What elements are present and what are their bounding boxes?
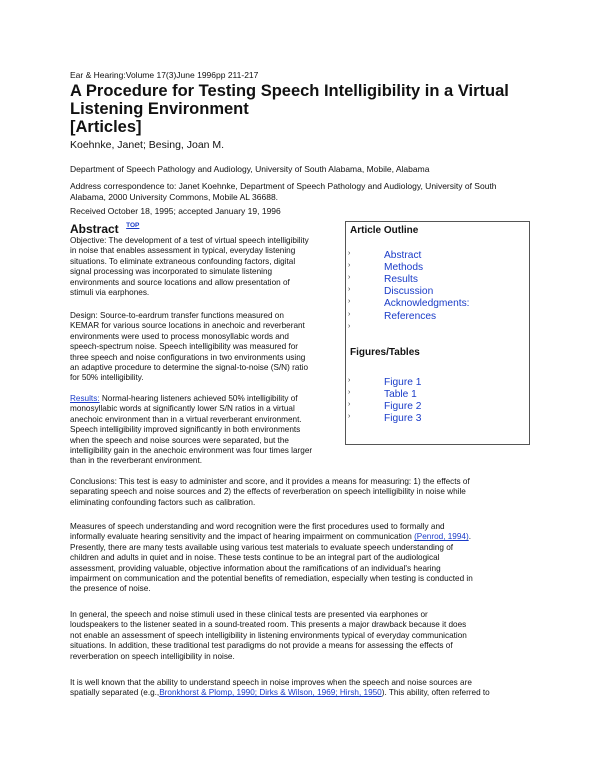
figure-link[interactable]: Figure 2 [384,401,422,412]
bullet-icon: › [348,286,351,293]
figures-heading: Figures/Tables [350,347,420,358]
p3-line-start: spatially separated (e.g., [70,688,160,698]
top-link[interactable]: TOP [126,221,140,229]
journal-line: Ear & Hearing:Volume 17(3)June 1996pp 211-217 [70,70,259,80]
body-paragraph-3 [70,678,540,699]
bullet-icon: › [348,413,351,420]
bullet-icon: › [348,323,351,330]
title-line-2: Listening Environment [70,100,249,118]
p1-line-text: informally evaluate hearing sensitivity and the impact of hearing impairment on communication [70,532,415,542]
abstract-objective [70,236,342,298]
results-line: Speech intelligibility improved significantly in both environments [70,425,301,435]
objective-line: stimuli via earphones. [70,288,150,298]
objective-line: Objective: The development of a test of virtual speech intelligibility [70,236,309,245]
abstract-heading: Abstract [70,222,119,236]
figure-link[interactable]: Table 1 [384,389,417,400]
article-title [70,82,509,136]
citation-link-group[interactable]: Bronkhorst & Plomp, 1990; Dirks & Wilson, 1969; Hirsh, 1950 [159,688,382,698]
objective-line: environments and source locations and allow presentation of [70,277,290,287]
article-outline-box [345,221,530,445]
outline-link[interactable]: Results [384,274,418,285]
bullet-icon: › [348,401,351,408]
design-line: environments were used to process monosyllabic words and [70,331,289,341]
conclusions-line: separating speech and noise sources and 2) the effects of reverberation on speech intelligibility in noise while [70,487,466,497]
p3-line: It is well known that the ability to understand speech in noise improves when the speech and noise sources are [70,678,472,687]
p1-line: Presently, there are many tests available using various test materials to evaluate speech understanding of [70,542,454,552]
abstract-conclusions [70,477,540,508]
p1-line: children and adults in quiet and in noise. These tests continue to be an integral part of the audiological [70,553,440,563]
p1-line: impairment on communication and the potential benefits of remediation, especially when testing is conducted in [70,574,473,584]
department: Department of Speech Pathology and Audiology, University of South Alabama, Mobile, Alabama [70,164,430,174]
p2-line: reverberation on speech intelligibility in noise. [70,651,235,661]
bullet-icon: › [348,377,351,384]
conclusions-line: Conclusions: This test is easy to administer and score, and it provides a means for measuring: 1) the effects of [70,477,470,486]
bullet-icon: › [348,274,351,281]
design-line: KEMAR for various source locations in anechoic and reverberant [70,321,305,331]
body-paragraph-1 [70,522,540,595]
bullet-icon: › [348,298,351,305]
abstract-results [70,394,345,467]
p1-link-tail: . [468,532,471,542]
figure-link[interactable]: Figure 1 [384,377,422,388]
outline-link[interactable]: Methods [384,262,424,273]
citation-link-penrod[interactable]: (Penrod, 1994) [414,532,469,542]
title-line-1: A Procedure for Testing Speech Intelligibility in a Virtual [70,82,509,100]
p2-line: loudspeakers to the listener seated in a sound-treated room. This presents a major drawback because it does [70,620,467,630]
p3-line-end: ). This ability, often referred to [381,688,490,698]
design-line: for 50% intelligibility. [70,373,144,383]
body-paragraph-2 [70,610,540,662]
bullet-icon: › [348,389,351,396]
design-line: an adaptive procedure to determine the signal-to-noise (S/N) ratio [70,363,309,373]
outline-link[interactable]: Acknowledgments: [384,298,470,309]
results-link[interactable]: Results: [70,394,100,403]
p1-line: assessment, providing valuable, objective information about the ramifications of an individual's hearing [70,563,441,573]
results-line: monosyllabic words at significantly lower S/N ratios in a virtual [70,404,295,414]
bullet-icon: › [348,311,351,318]
p3-line [70,688,540,698]
figure-link[interactable]: Figure 3 [384,413,422,424]
p1-line: Measures of speech understanding and word recognition were the first procedures used to formally and [70,522,445,531]
outline-link[interactable]: Abstract [384,250,422,261]
objective-line: in noise that enables assessment in typical, everyday listening [70,246,296,256]
results-line: when the speech and noise sources were separated, but the [70,435,289,445]
objective-line: situations. To eliminate extraneous confounding factors, digital [70,256,296,266]
outline-link[interactable]: References [384,311,437,322]
results-line: anechoic environment than in a virtual reverberant environment. [70,414,302,424]
results-line: intelligibility gain in the anechoic environment was four times larger [70,446,313,456]
design-line: three speech and noise configurations in two environments using [70,352,306,362]
address-line-1: Address correspondence to: Janet Koehnke, Department of Speech Pathology and Audiology, University of South [70,181,497,191]
p2-line: not enable an assessment of speech intelligibility in listening environments typical of everyday communication [70,630,467,640]
p2-line: In general, the speech and noise stimuli used in these clinical tests are presented via earphones or [70,610,428,619]
p2-line: situations. In addition, these traditional test paradigms do not provide a means for assessing the effects of [70,641,453,651]
p1-line [70,532,540,542]
bullet-icon: › [348,262,351,269]
abstract-design [70,311,342,384]
authors: Koehnke, Janet; Besing, Joan M. [70,139,225,151]
results-first-line [70,394,345,404]
design-line: speech-spectrum noise. Speech intelligibility was measured for [70,342,298,352]
results-first-text: Normal-hearing listeners achieved 50% intelligibility of [99,394,298,403]
objective-line: signal processing was incorporated to simulate listening [70,267,273,277]
address [70,181,497,203]
outline-heading: Article Outline [350,225,419,236]
received-dates: Received October 18, 1995; accepted January 19, 1996 [70,206,281,216]
conclusions-line: eliminating confounding factors such as calibration. [70,497,256,507]
bullet-icon: › [348,250,351,257]
results-line: than in the reverberant environment. [70,456,202,466]
p1-line: the presence of noise. [70,584,151,594]
address-line-2: Alabama, 2000 University Commons, Mobile AL 36688. [70,192,279,202]
title-line-3: [Articles] [70,118,142,136]
design-line: Design: Source-to-eardrum transfer functions measured on [70,311,284,320]
outline-link[interactable]: Discussion [384,286,434,297]
